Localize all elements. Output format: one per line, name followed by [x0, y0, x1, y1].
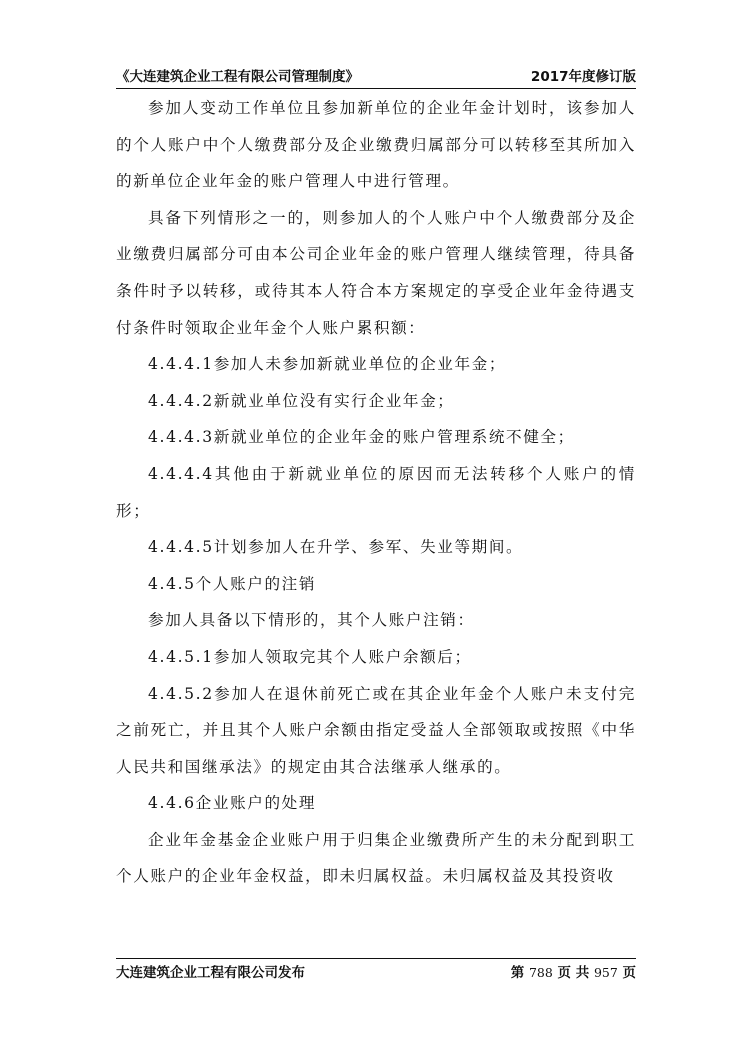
clause-item: 4.4.5.1参加人领取完其个人账户余额后；: [148, 647, 472, 666]
section-heading: 4.4.5个人账户的注销: [148, 574, 317, 593]
clause-item: 4.4.4.4其他由于新就业单位的原因而无法转移个人账户的情形；: [116, 464, 636, 520]
publisher-label: 大连建筑企业工程有限公司发布: [116, 965, 305, 981]
clause-item: 4.4.4.3新就业单位的企业年金的账户管理系统不健全；: [148, 428, 575, 447]
page-current: 788: [528, 965, 553, 980]
paragraph: 参加人具备以下情形的，其个人账户注销：: [148, 611, 475, 630]
page-middle: 页 共: [557, 965, 590, 981]
paragraph: 企业年金基金企业账户用于归集企业缴费所产生的未分配到职工个人账户的企业年金权益，即未归属权益。未归属权益及其投资收: [116, 830, 636, 886]
section-heading: 4.4.6企业账户的处理: [148, 794, 317, 813]
clause-item: 4.4.4.2新就业单位没有实行企业年金；: [148, 391, 455, 410]
page-prefix: 第: [510, 965, 525, 981]
page-suffix: 页: [622, 965, 636, 981]
page-header: [116, 66, 636, 89]
page-total: 957: [593, 965, 618, 980]
clause-item: 4.4.4.5计划参加人在升学、参军、失业等期间。: [148, 538, 524, 557]
paragraph: 具备下列情形之一的，则参加人的个人账户中个人缴费部分及企业缴费归属部分可由本公司企业年金的账户管理人继续管理，待具备条件时予以转移，或待其本人符合本方案规定的享受企业年金待遇支付条件时领取企业年金个人账户累积额：: [116, 208, 636, 337]
document-title: 《大连建筑企业工程有限公司管理制度》: [116, 69, 359, 85]
paragraph: 参加人变动工作单位且参加新单位的企业年金计划时，该参加人的个人账户中个人缴费部分及企业缴费归属部分可以转移至其所加入的新单位企业年金的账户管理人中进行管理。: [116, 99, 636, 191]
clause-item: 4.4.5.2参加人在退休前死亡或在其企业年金个人账户未支付完之前死亡，并且其个人账户余额由指定受益人全部领取或按照《中华人民共和国继承法》的规定由其合法继承人继承的。: [116, 684, 636, 776]
document-body: [116, 90, 636, 895]
page-number: [511, 961, 636, 985]
edition-label: 2017年度修订版: [530, 69, 636, 85]
page-footer: [116, 958, 636, 983]
clause-item: 4.4.4.1参加人未参加新就业单位的企业年金；: [148, 355, 507, 374]
